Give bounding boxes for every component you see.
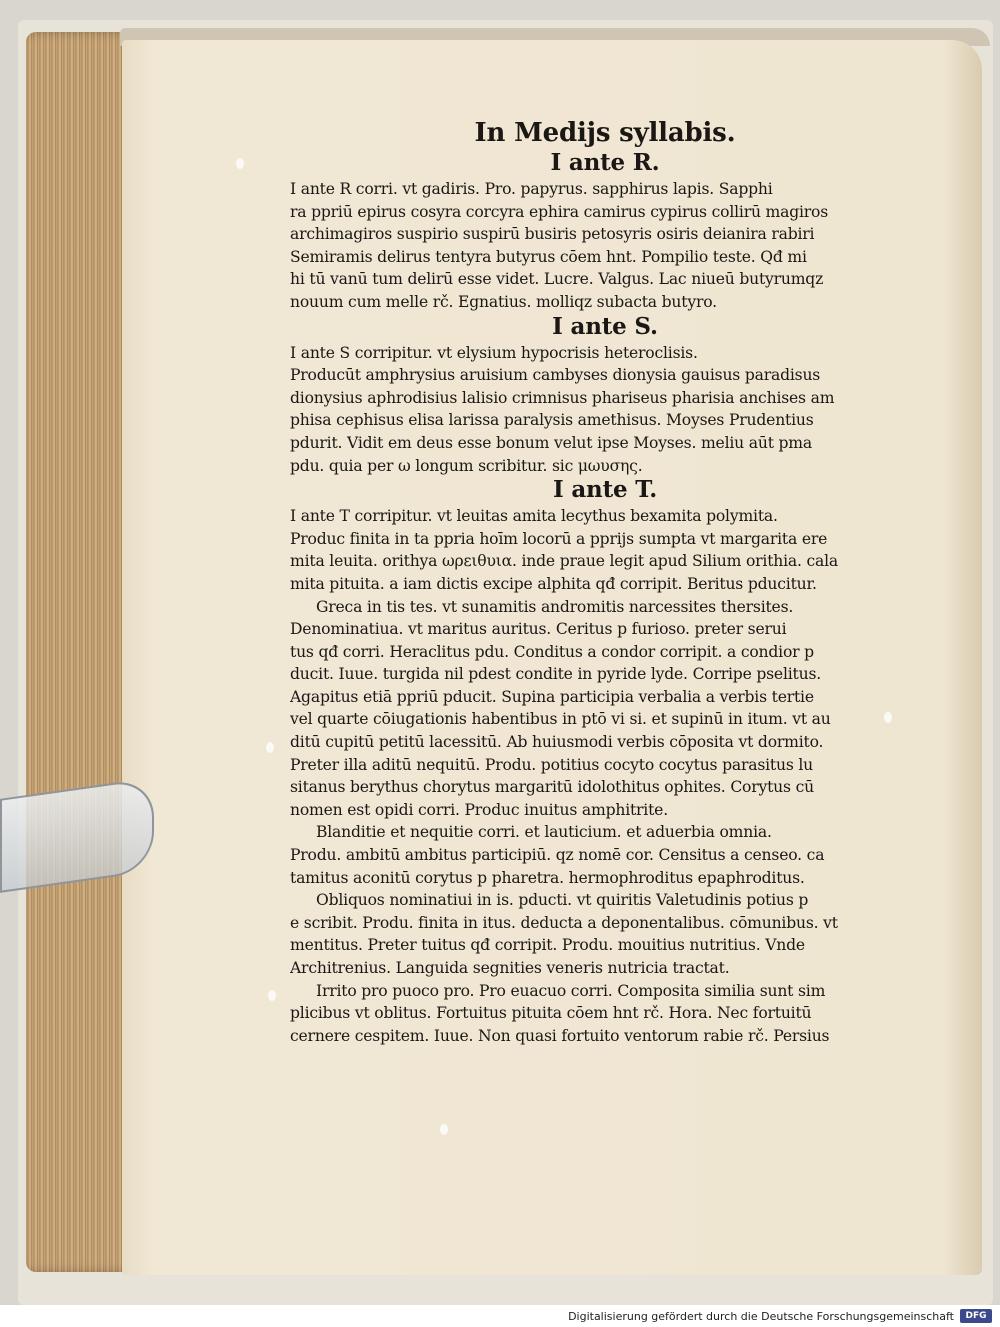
footer-credit: Digitalisierung gefördert durch die Deutsche Forschungsgemeinschaft <box>568 1310 954 1323</box>
page-text-block <box>290 118 920 1047</box>
text-line: mita leuita. orithya ωρειθυια. inde praue legit apud Silium orithia. cala <box>290 552 839 571</box>
text-line: nomen est opidi corri. Produc inuitus amphitrite. <box>290 800 668 819</box>
text-line: Greca in tis tes. vt sunamitis andromitis narcessites thersites. <box>316 597 794 616</box>
dfg-logo: DFG <box>960 1309 992 1323</box>
text-line: Produc finita in ta ppria hoīm locorū a pprijs sumpta vt margarita ere <box>290 529 828 548</box>
text-line: mita pituita. a iam dictis excipe alphita qđ corripit. Beritus pducitur. <box>290 574 817 593</box>
text-line: Agapitus etiā ppriū pducit. Supina participia verbalia a verbis tertie <box>290 687 814 706</box>
text-line: vel quarte cōiugationis habentibus in ptō vi si. et supinū in itum. vt au <box>290 710 831 729</box>
text-line: ducit. Iuue. turgida nil pdest condite in pyride lyde. Corripe pselitus. <box>290 665 822 684</box>
text-line: hi tū vanū tum delirū esse videt. Lucre. Valgus. Lac niueū butyrumqz <box>290 270 824 289</box>
text-line: I ante S corripitur. vt elysium hypocrisis heteroclisis. <box>290 343 698 362</box>
page-hole <box>266 742 274 753</box>
page-heading: In Medijs syllabis. <box>474 118 736 148</box>
text-line: Irrito pro puoco pro. Pro euacuo corri. Composita similia sunt sim <box>316 981 826 1000</box>
page-hole <box>236 158 244 169</box>
text-line: pdu. quia per ω longum scribitur. sic μωυσης. <box>290 456 643 475</box>
text-line: Architrenius. Languida segnities veneris nutricia tractat. <box>290 959 730 977</box>
text-line: Obliquos nominatiui in is. pducti. vt quiritis Valetudinis potius p <box>316 891 809 910</box>
text-line: dionysius aphrodisius lalisio crimnisus phariseus pharisia anchises am <box>290 388 835 407</box>
text-line: nouum cum melle rč. Egnatius. molliqz subacta butyro. <box>290 292 717 311</box>
text-line: plicibus vt oblitus. Fortuitus pituita cōem hnt rč. Hora. Nec fortuitū <box>290 1004 812 1023</box>
text-line: Produ. ambitū ambitus participiū. qz nomē cor. Censitus a censeo. ca <box>290 846 825 865</box>
text-line: tus qđ corri. Heraclitus pdu. Conditus a condor corripit. a condior p <box>290 642 814 661</box>
text-line: phisa cephisus elisa larissa paralysis amethisus. Moyses Prudentius <box>290 411 814 430</box>
text-line: Semiramis delirus tentyra butyrus cōem hnt. Pompilio teste. Qđ mi <box>290 247 807 266</box>
text-line: cernere cespitem. Iuue. Non quasi fortuito ventorum rabie rč. Persius <box>290 1026 830 1045</box>
text-line: archimagiros suspirio suspirū busiris petosyris osiris deianira rabiri <box>290 225 815 244</box>
page-hole <box>440 1124 448 1135</box>
section-title: I ante S. <box>552 313 658 340</box>
section-title: I ante R. <box>550 150 660 176</box>
section-title: I ante T. <box>552 477 657 504</box>
text-line: I ante T corripitur. vt leuitas amita lecythus bexamita polymita. <box>290 507 778 526</box>
page-hole <box>268 990 276 1001</box>
text-line: tamitus aconitū corytus p pharetra. hermophroditus epaphroditus. <box>290 868 805 887</box>
page-edges <box>26 32 136 1272</box>
text-line: mentitus. Preter tuitus qđ corripit. Produ. mouitius nutritius. Vnde <box>290 936 805 955</box>
text-line: sitanus berythus chorytus margaritū idolothitus ophites. Corytus cū <box>290 778 814 797</box>
text-line: pdurit. Vidit em deus esse bonum velut ipse Moyses. meliu aūt pma <box>290 433 812 452</box>
text-line: Blanditie et nequitie corri. et lauticium. et aduerbia omnia. <box>316 823 772 842</box>
text-line: I ante R corri. vt gadiris. Pro. papyrus. sapphirus lapis. Sapphi <box>290 180 773 198</box>
footer-bar <box>0 1305 1000 1327</box>
text-line: ditū cupitū petitū lacessitū. Ab huiusmodi verbis cōposita vt dormito. <box>290 733 824 752</box>
text-line: Denominatiua. vt maritus auritus. Ceritus p furioso. preter serui <box>290 620 787 639</box>
text-line: Preter illa aditū nequitū. Produ. potitius cocyto cocytus parasitus lu <box>290 755 814 774</box>
text-line: Producūt amphrysius aruisium cambyses dionysia gauisus paradisus <box>290 366 821 385</box>
text-line: ra ppriū epirus cosyra corcyra ephira camirus cypirus collirū magiros <box>290 202 829 221</box>
text-line: e scribit. Produ. finita in itus. deducta a deponentalibus. cōmunibus. vt <box>290 913 838 932</box>
